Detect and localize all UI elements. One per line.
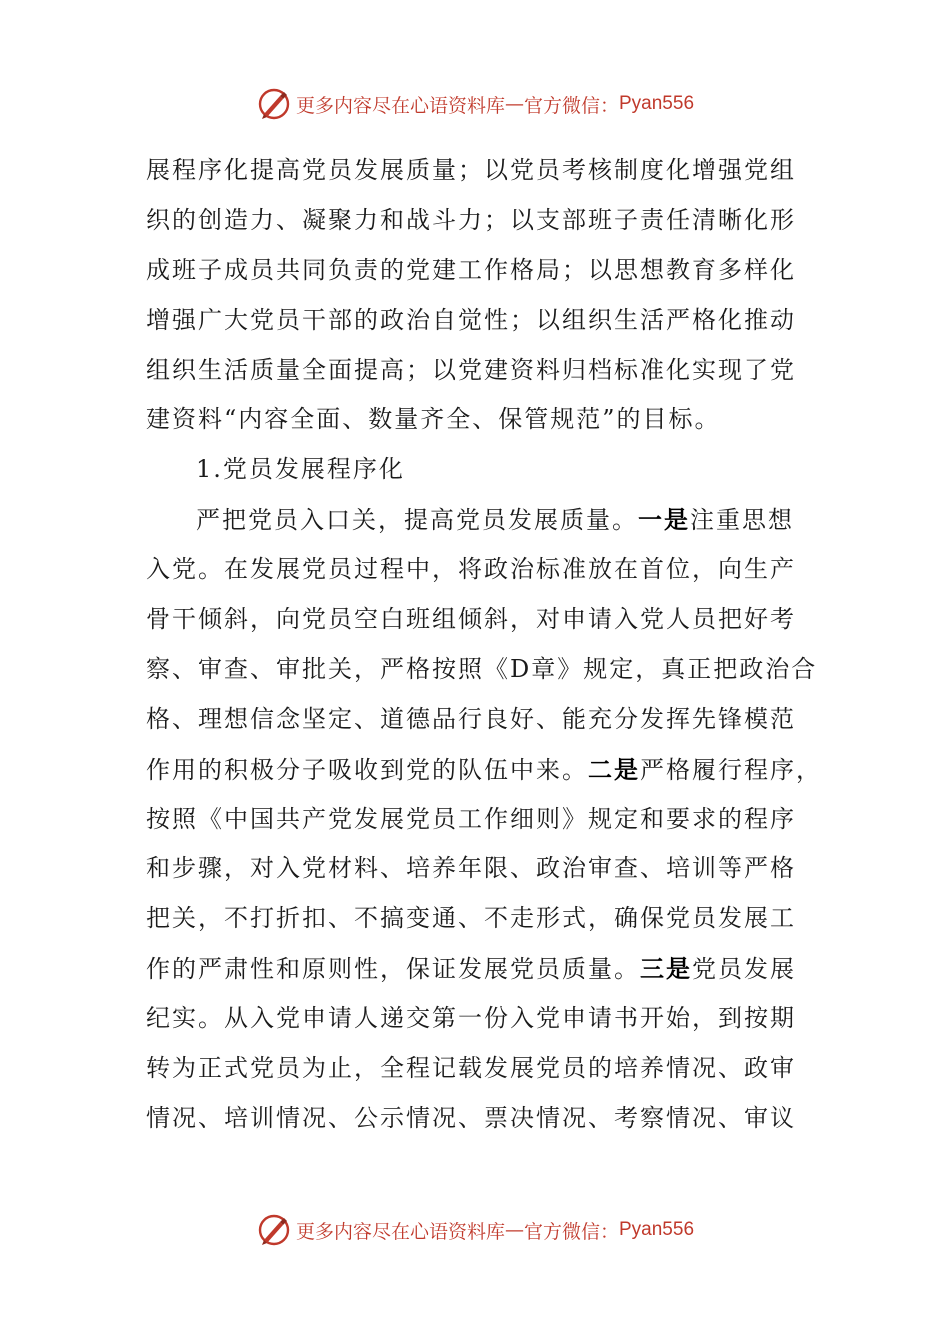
banner-separator: — — [504, 1219, 524, 1241]
text-line: 把关，不打折扣、不搞变通、不走形式，确保党员发展工 — [146, 904, 796, 933]
text-span: 注重思想 — [690, 506, 794, 535]
text-line: 入党。在发展党员过程中，将政治标准放在首位，向生产 — [146, 555, 796, 584]
text-line: 成班子成员共同负责的党建工作格局；以思想教育多样化 — [146, 255, 796, 284]
text-line: 组织生活质量全面提高；以党建资料归档标准化实现了党 — [146, 355, 796, 384]
text-span: 党员发展 — [692, 955, 796, 984]
text-line: 格、理想信念坚定、道德品行良好、能充分发挥先锋模范 — [146, 704, 796, 733]
text-line: 情况、培训情况、公示情况、票决情况、考察情况、审议 — [146, 1103, 796, 1132]
banner-label: 官方微信： — [523, 94, 619, 117]
text-line: 按照《中国共产党发展党员工作细则》规定和要求的程序 — [146, 804, 796, 833]
text-line — [146, 495, 806, 545]
banner-wechat-id: Pyan556 — [619, 1219, 695, 1240]
pen-logo-icon — [256, 86, 292, 122]
text-span: 作用的积极分子吸收到党的队伍中来。 — [146, 755, 588, 784]
section-heading: 1.党员发展程序化 — [196, 455, 405, 484]
banner-text: 更多内容尽在心语资料库 — [295, 94, 505, 117]
banner-separator: — — [504, 93, 524, 115]
text-line: 转为正式党员为止，全程记载发展党员的培养情况、政审 — [146, 1054, 796, 1083]
bold-keyword: 三是 — [640, 954, 692, 984]
text-line — [146, 745, 822, 795]
bold-keyword: 一是 — [638, 505, 690, 535]
footer-banner — [0, 1208, 950, 1252]
text-line: 察、审查、审批关，严格按照《D章》规定，真正把政治合 — [146, 654, 818, 683]
banner-label: 官方微信： — [523, 1220, 619, 1243]
text-line: 纪实。从入党申请人递交第一份入党申请书开始，到按期 — [146, 1004, 796, 1033]
text-line: 展程序化提高党员发展质量；以党员考核制度化增强党组 — [146, 156, 796, 184]
document-body — [146, 146, 822, 1144]
header-banner — [0, 82, 950, 126]
text-span: 严格履行程序， — [640, 755, 822, 784]
text-line: 骨干倾斜，向党员空白班组倾斜，对申请入党人员把好考 — [146, 605, 796, 634]
text-line: 建资料“内容全面、数量齐全、保管规范”的目标。 — [146, 405, 721, 434]
banner-wechat-id: Pyan556 — [619, 93, 695, 114]
text-line: 织的创造力、凝聚力和战斗力；以支部班子责任清晰化形 — [146, 205, 796, 234]
bold-keyword: 二是 — [588, 754, 640, 784]
text-span: 作的严肃性和原则性，保证发展党员质量。 — [146, 955, 640, 984]
text-line — [146, 944, 806, 994]
text-line: 增强广大党员干部的政治自觉性；以组织生活严格化推动 — [146, 305, 796, 334]
text-span: 严把党员入口关，提高党员发展质量。 — [196, 506, 638, 535]
text-line: 和步骤，对入党材料、培养年限、政治审查、培训等严格 — [146, 854, 796, 883]
pen-logo-icon — [256, 1212, 292, 1248]
banner-text: 更多内容尽在心语资料库 — [295, 1220, 505, 1243]
